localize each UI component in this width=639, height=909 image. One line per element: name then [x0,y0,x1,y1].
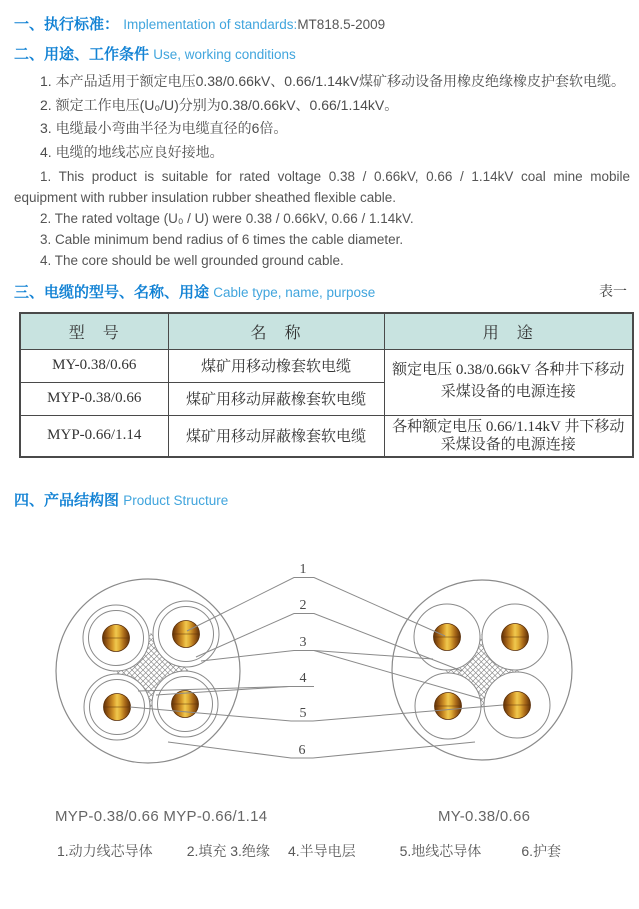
conditions-list-en [0,166,639,271]
cable-cross-section-diagram [0,549,639,799]
legend-item-conductor: 1.动力线芯导体 [57,842,153,859]
cell-model-2: MYP-0.38/0.66 [20,382,168,415]
en-item-1: 1. This product is suitable for rated voltage 0.38 / 0.66kV, 0.66 / 1.14kV coal mine mobile equipment with rubber insulation rubber sheathed flexible cable. [14,169,630,205]
section-4-subtitle: Product Structure [123,492,229,508]
callout-2: 2 [299,597,307,613]
legend-item-sheath: 6.护套 [521,842,561,859]
en-item-2: 2. The rated voltage (U₀ / U) were 0.38 / 0.66kV, 0.66 / 1.14kV. [40,211,414,226]
cell-purpose-rows12: 额定电压 0.38/0.66kV 各种井下移动采煤设备的电源连接 [384,349,633,415]
core-bottom-right [152,671,218,737]
section-2-number: 二、 [14,46,45,63]
core-top-left [414,604,480,670]
core-top-right [482,604,548,670]
section-2-subtitle: Use, working conditions [153,47,296,62]
legend-item-ground-conductor: 5.地线芯导体 [399,842,482,859]
core-bottom-right [484,672,550,738]
section-2-title: 用途、工作条件 [44,46,150,63]
callout-3: 3 [299,634,307,650]
cn-item-4: 4. 电缆的地线芯应良好接地。 [40,143,224,160]
header-name: 名 称 [168,313,384,349]
cell-purpose-row3: 各种额定电压 0.66/1.14kV 井下移动采煤设备的电源连接 [384,415,633,457]
cell-name-1: 煤矿用移动橡套软电缆 [168,349,384,382]
header-model: 型 号 [20,313,168,349]
product-structure-figure [0,549,639,909]
section-3-number: 三、 [14,284,45,301]
section-3-title: 电缆的型号、名称、用途 [44,284,210,301]
core-bottom-left [84,674,150,740]
legend-item-semiconductive-layer: 4.半导电层 [287,842,356,859]
conditions-list-cn [0,70,639,164]
en-item-3: 3. Cable minimum bend radius of 6 times the cable diameter. [40,232,404,247]
core-top-left [83,605,149,671]
section-3-subtitle: Cable type, name, purpose [213,285,376,300]
callout-6: 6 [298,742,306,758]
section-1-number: 一、 [14,16,45,33]
section-4-title: 产品结构图 [44,491,120,509]
table-number-label: 表一 [599,285,627,300]
table-row [20,415,633,457]
section-2-heading [14,43,639,66]
section-4-number: 四、 [14,491,45,509]
cell-name-3: 煤矿用移动屏蔽橡套软电缆 [168,415,384,457]
core-top-right [153,601,219,667]
en-item-4: 4. The core should be well grounded ground cable. [40,253,344,268]
callout-4: 4 [299,670,307,686]
cn-item-3: 3. 电缆最小弯曲半径为电缆直径的6倍。 [40,120,288,136]
caption-my-model: MY-0.38/0.66 [438,807,531,825]
caption-myp-models: MYP-0.38/0.66 MYP-0.66/1.14 [55,807,268,825]
cable-type-table [19,312,634,458]
section-1-title: 执行标准： [44,16,120,33]
figure-legend [57,841,639,861]
table-row [20,349,633,382]
cn-item-1: 1. 本产品适用于额定电压0.38/0.66kV、0.66/1.14kV煤矿移动设备用橡皮绝缘橡皮护套软电缆。 [40,73,626,89]
cell-model-1: MY-0.38/0.66 [20,349,168,382]
cell-name-2: 煤矿用移动屏蔽橡套软电缆 [168,382,384,415]
section-1-heading [14,13,639,36]
standard-code: MT818.5-2009 [297,17,386,32]
figure-captions [0,808,639,830]
section-3-heading [14,281,639,304]
cable-cross-section-my [392,580,572,760]
callout-1: 1 [299,561,307,577]
header-purpose: 用 途 [384,313,633,349]
callout-5: 5 [299,705,307,721]
table-header-row [20,313,633,349]
legend-item-filler-insulation: 2.填充 3.绝缘 [186,842,270,859]
section-4-heading [14,489,639,512]
cable-cross-section-myp [56,579,240,763]
section-1-subtitle: Implementation of standards: [123,17,298,32]
cell-model-3: MYP-0.66/1.14 [20,415,168,457]
cn-item-2: 2. 额定工作电压(U₀/U)分别为0.38/0.66kV、0.66/1.14kV。 [40,96,399,113]
callout-numbers [299,562,307,758]
